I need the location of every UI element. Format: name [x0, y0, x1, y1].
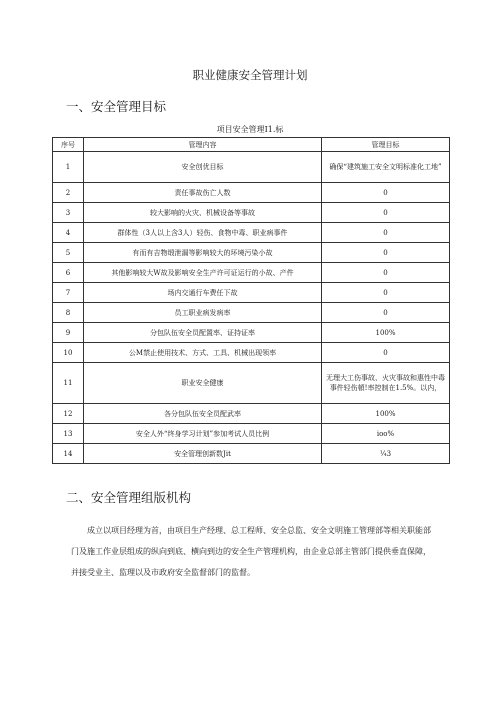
- row-content: 安全人外“终身学习计划”参加考试人员比例: [84, 424, 322, 444]
- row-content: 职业安全健康: [84, 363, 322, 404]
- header-target: 管理目标: [322, 138, 450, 152]
- row-no: 7: [53, 283, 84, 303]
- row-content: 其他影响较大W故及影响安全生产许可证运行的小故、产件: [84, 263, 322, 283]
- row-target: 0: [322, 203, 450, 223]
- table-header-row: [53, 138, 450, 152]
- table-row: [53, 203, 450, 223]
- row-no: 4: [53, 223, 84, 243]
- table-row: [53, 444, 450, 464]
- row-no: 9: [53, 323, 84, 343]
- row-content: 较大影响的火灾、机械设备等事故: [84, 203, 322, 223]
- row-target: 0: [322, 343, 450, 363]
- table-row: [53, 223, 450, 243]
- table-row: [53, 152, 450, 183]
- row-no: 13: [53, 424, 84, 444]
- row-no: 8: [53, 303, 84, 323]
- row-target: 0: [322, 283, 450, 303]
- row-content: 有而有吉物缎泄漏等影响较大的环境污染小故: [84, 243, 322, 263]
- table-row: [53, 363, 450, 404]
- row-target: 100%: [322, 404, 450, 424]
- row-target: ioo%: [322, 424, 450, 444]
- safety-targets-table: [52, 137, 450, 464]
- row-content: 各分包队伍安全员配武率: [84, 404, 322, 424]
- header-content: 管理内容: [84, 138, 322, 152]
- table-row: [53, 283, 450, 303]
- table-row: [53, 183, 450, 203]
- row-content: 公M禁止使用技术、方式、工具、机械出现领率: [84, 343, 322, 363]
- row-no: 1: [53, 152, 84, 183]
- row-target: 0: [322, 243, 450, 263]
- table-row: [53, 404, 450, 424]
- header-no: 序号: [53, 138, 84, 152]
- table-row: [53, 303, 450, 323]
- row-no: 10: [53, 343, 84, 363]
- row-no: 12: [53, 404, 84, 424]
- document-title: 职业健康安全管理计划: [192, 68, 308, 82]
- row-no: 14: [53, 444, 84, 464]
- section-heading-organization: 二、安全管理组版机构: [66, 490, 192, 505]
- row-content: 群体性（3人以上含3人）轻伤、食物中毒、职业病事件: [84, 223, 322, 243]
- organization-paragraph: 成立以项目经理为首，由项目生产经理、总工程师、安全总监、安全文明施工管理部等相关职能部门及施工作业层组成的纵向到底、横向到边的安全生产管理机构，由企业总部主管部门提供垂直保障，并接受业主、监理以及市政府安全监督部门的监督。: [71, 526, 431, 577]
- row-no: 5: [53, 243, 84, 263]
- row-no: 2: [53, 183, 84, 203]
- row-target: 0: [322, 303, 450, 323]
- table-row: [53, 263, 450, 283]
- row-content: 分包队伍安全员配置率、证持证率: [84, 323, 322, 343]
- row-content: 场内交通行车费任下故: [84, 283, 322, 303]
- row-no: 6: [53, 263, 84, 283]
- row-content: 安全创优目标: [84, 152, 322, 183]
- row-target: 无理大工伤事故、火灾事故和惠性中毒事件轻伤頓!率控制在1.5%。以内，: [322, 363, 450, 404]
- table-caption: 项目安全管理I1.标: [216, 125, 284, 134]
- row-target: ¼3: [322, 444, 450, 464]
- row-content: 员工职业病发病率: [84, 303, 322, 323]
- table-row: [53, 343, 450, 363]
- row-content: 安全管理创新数Jit: [84, 444, 322, 464]
- row-no: 11: [53, 363, 84, 404]
- table-row: [53, 323, 450, 343]
- row-target: 0: [322, 183, 450, 203]
- row-no: 3: [53, 203, 84, 223]
- row-content: 责任事故伤亡人数: [84, 183, 322, 203]
- row-target: 0: [322, 223, 450, 243]
- row-target: 0: [322, 263, 450, 283]
- row-target: 100%: [322, 323, 450, 343]
- table-row: [53, 243, 450, 263]
- section-heading-safety-targets: 一、安全管理目标: [66, 99, 167, 114]
- row-target: 确保“建筑施工安全文明标准化工地”: [322, 152, 450, 183]
- table-row: [53, 424, 450, 444]
